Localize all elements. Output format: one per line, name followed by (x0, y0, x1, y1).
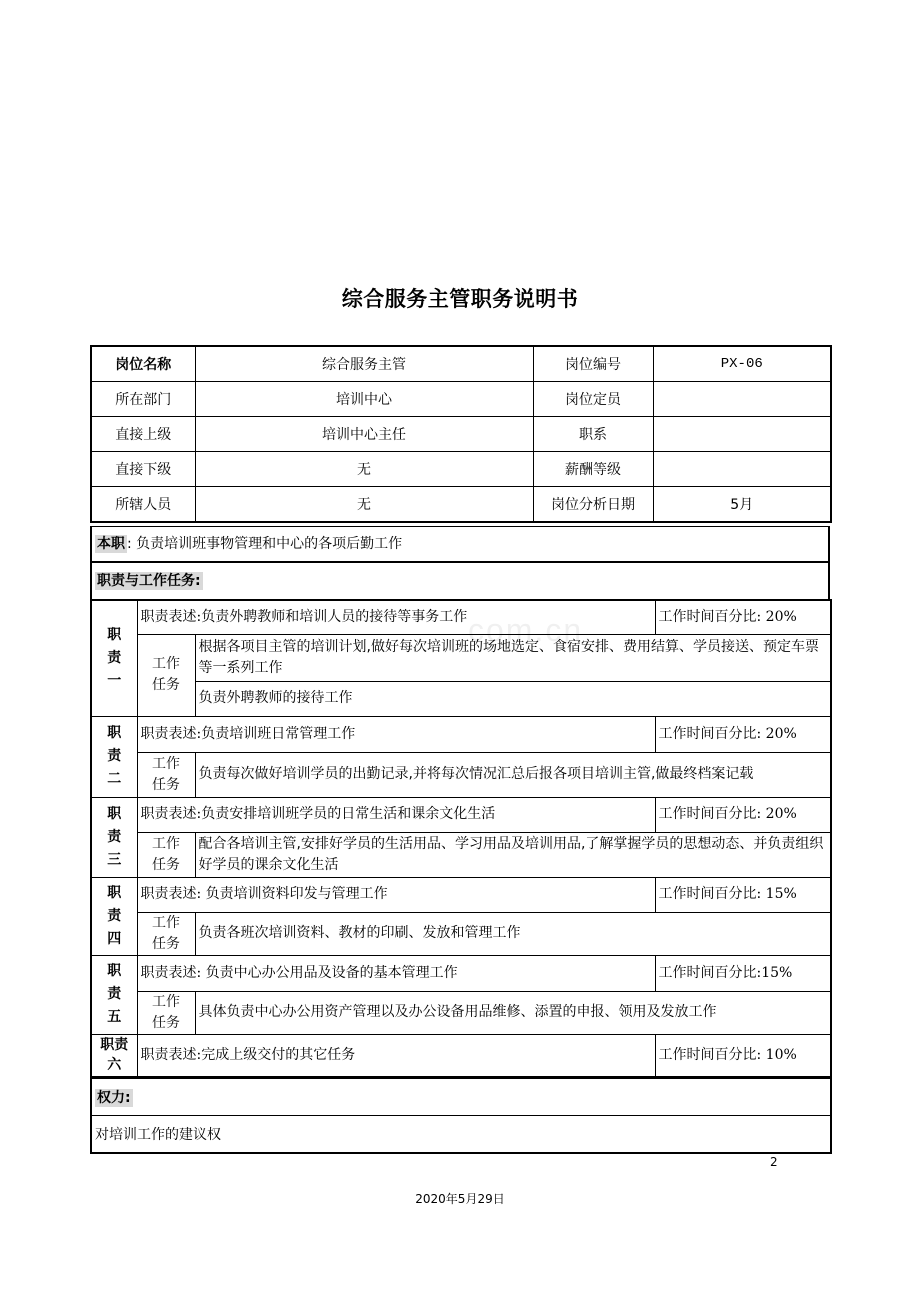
duty-row (91, 716, 831, 752)
duty-6-statement: 职责表述:完成上级交付的其它任务 (137, 1034, 655, 1077)
info-row-staff (91, 487, 831, 523)
value-direct-superior: 培训中心主任 (195, 417, 533, 452)
duties-table (90, 599, 832, 1078)
value-position-code: PX-06 (653, 346, 831, 382)
value-job-family (653, 417, 831, 452)
duty-4-task-1: 负责各班次培训资料、教材的印刷、发放和管理工作 (195, 912, 831, 955)
duty-3-statement: 职责表述:负责安排培训班学员的日常生活和课余文化生活 (137, 797, 655, 832)
task-row (91, 832, 831, 877)
label-staff: 所辖人员 (91, 487, 195, 523)
duty-row (91, 877, 831, 912)
duty-1-percent: 工作时间百分比: 20% (655, 600, 831, 634)
label-analysis-date: 岗位分析日期 (533, 487, 653, 523)
responsibilities-heading (90, 563, 830, 600)
value-staff: 无 (195, 487, 533, 523)
page-number: 2 (770, 1155, 778, 1169)
duty-row (91, 797, 831, 832)
value-headcount (653, 382, 831, 417)
duty-3-label: 职 责 三 (91, 797, 137, 877)
power-heading: 权力: (97, 1090, 131, 1106)
info-row-superior (91, 417, 831, 452)
task-row (91, 634, 831, 681)
footer-date: 2020年5月29日 (415, 1192, 505, 1206)
duty-3-task-1: 配合各培训主管,安排好学员的生活用品、学习用品及培训用品,了解掌握学员的思想动态、并负责组织好学员的课余文化生活 (195, 832, 831, 877)
label-salary-grade: 薪酬等级 (533, 452, 653, 487)
duty-6-label: 职责 六 (91, 1034, 137, 1077)
duty-5-task-label: 工作 任务 (137, 991, 195, 1034)
duty-1-task-2: 负责外聘教师的接待工作 (195, 681, 831, 716)
duty-2-statement: 职责表述:负责培训班日常管理工作 (137, 716, 655, 752)
duty-1-task-label: 工作 任务 (137, 634, 195, 716)
duty-5-percent: 工作时间百分比:15% (655, 955, 831, 991)
task-row (91, 752, 831, 797)
duty-1-statement: 职责表述:负责外聘教师和培训人员的接待等事务工作 (137, 600, 655, 634)
duty-row (91, 1034, 831, 1077)
duty-3-percent: 工作时间百分比: 20% (655, 797, 831, 832)
value-position-name: 综合服务主管 (195, 346, 533, 382)
duty-2-label: 职 责 二 (91, 716, 137, 797)
label-position-name: 岗位名称 (91, 346, 195, 382)
duty-2-task-1: 负责每次做好培训学员的出勤记录,并将每次情况汇总后报各项目培训主管,做最终档案记载 (195, 752, 831, 797)
duty-4-statement: 职责表述: 负责培训资料印发与管理工作 (137, 877, 655, 912)
duty-4-label: 职 责 四 (91, 877, 137, 955)
task-row (91, 681, 831, 716)
basic-duty-label: 本职 (97, 536, 125, 552)
task-row (91, 991, 831, 1034)
label-direct-superior: 直接上级 (91, 417, 195, 452)
position-info-table (90, 345, 832, 523)
power-text-row (91, 1116, 831, 1154)
duty-6-percent: 工作时间百分比: 10% (655, 1034, 831, 1077)
duty-1-label: 职 责 一 (91, 600, 137, 716)
power-heading-cell (91, 1079, 831, 1116)
task-row (91, 912, 831, 955)
duty-row (91, 600, 831, 634)
power-text: 对培训工作的建议权 (91, 1116, 831, 1154)
responsibilities-heading-text: 职责与工作任务: (97, 573, 201, 589)
duty-1-task-1: 根据各项目主管的培训计划,做好每次培训班的场地选定、食宿安排、费用结算、学员接送、预定车票等一系列工作 (195, 634, 831, 681)
duty-5-label: 职 责 五 (91, 955, 137, 1034)
duty-5-statement: 职责表述: 负责中心办公用品及设备的基本管理工作 (137, 955, 655, 991)
info-row-subordinate (91, 452, 831, 487)
document-title: 综合服务主管职务说明书 (341, 287, 579, 311)
duty-row (91, 955, 831, 991)
value-salary-grade (653, 452, 831, 487)
duty-3-task-label: 工作 任务 (137, 832, 195, 877)
value-direct-subordinate: 无 (195, 452, 533, 487)
duty-4-task-label: 工作 任务 (137, 912, 195, 955)
label-job-family: 职系 (533, 417, 653, 452)
info-row-department (91, 382, 831, 417)
value-analysis-date: 5月 (653, 487, 831, 523)
duty-2-task-label: 工作 任务 (137, 752, 195, 797)
power-heading-row (91, 1079, 831, 1116)
label-direct-subordinate: 直接下级 (91, 452, 195, 487)
watermark: com.cn (468, 612, 584, 648)
power-table (90, 1078, 832, 1154)
duty-5-task-1: 具体负责中心办公用资产管理以及办公设备用品维修、添置的申报、领用及发放工作 (195, 991, 831, 1034)
basic-duty (90, 526, 830, 563)
duty-2-percent: 工作时间百分比: 20% (655, 716, 831, 752)
value-department: 培训中心 (195, 382, 533, 417)
label-department: 所在部门 (91, 382, 195, 417)
label-headcount: 岗位定员 (533, 382, 653, 417)
duty-4-percent: 工作时间百分比: 15% (655, 877, 831, 912)
basic-duty-text: : 负责培训班事物管理和中心的各项后勤工作 (127, 536, 403, 552)
info-row-position-name (91, 346, 831, 382)
label-position-code: 岗位编号 (533, 346, 653, 382)
